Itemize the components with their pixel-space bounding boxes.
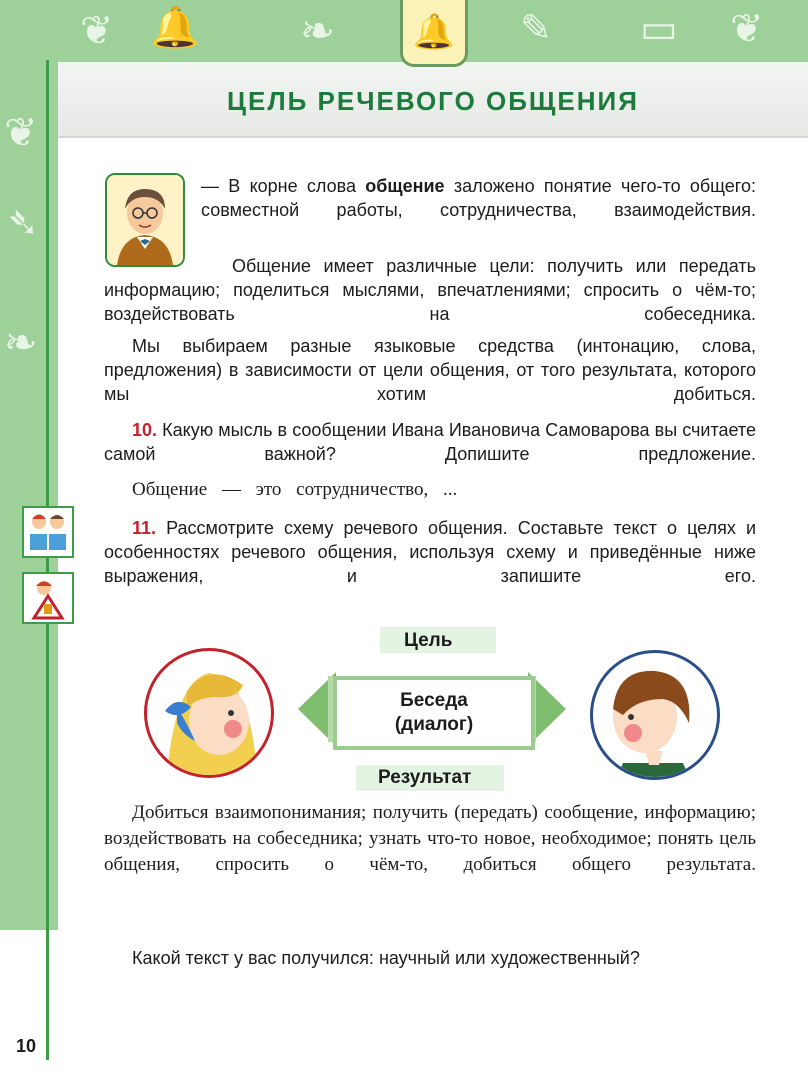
task-10-example: Общение — это сотрудничество, ...	[132, 479, 458, 500]
task-10	[104, 418, 756, 466]
teacher-portrait	[105, 173, 185, 267]
task-11-text: Рассмотрите схему речевого общения. Составьте текст о целях и особенностях речевого общения, используя схему и приведённые ниже выражения, и запишите его.	[104, 518, 756, 586]
page-corner	[0, 930, 58, 1080]
task-10-text: Какую мысль в сообщении Ивана Ивановича Самоварова вы считаете самой важной? Допишите предложение.	[104, 420, 756, 464]
pencil-icon: ✎	[520, 6, 552, 50]
diagram-result-label: Результат	[378, 767, 472, 788]
intro-paragraph	[201, 174, 756, 222]
leaf-icon: ❦	[730, 6, 764, 52]
leaf-icon: ❦	[80, 8, 114, 54]
task-10-number: 10.	[132, 420, 158, 440]
means-paragraph: Мы выбираем разные языковые средства (интонацию, слова, предложения) в зависимости от цели общения, от того результата, которого мы хотим добиться.	[104, 336, 756, 404]
leaf-icon: ❧	[300, 6, 336, 55]
task-11-number: 11.	[132, 518, 157, 538]
bell-icon: 🔔	[400, 0, 468, 67]
dialog-box	[333, 676, 535, 750]
page-title: ЦЕЛЬ РЕЧЕВОГО ОБЩЕНИЯ	[227, 86, 639, 116]
dialog-box-line1: Беседа	[400, 690, 468, 711]
diagram-goal-label: Цель	[404, 630, 453, 651]
final-question: Какой текст у вас получился: научный или художественный?	[132, 948, 640, 968]
girl-portrait	[144, 648, 274, 778]
writing-girl-icon	[22, 572, 74, 624]
page-number: 10	[16, 1036, 37, 1056]
book-icon: ▭	[640, 6, 678, 52]
dialog-box-line2: (диалог)	[394, 714, 474, 735]
bell-outline-icon: 🔔	[150, 5, 200, 51]
intro-prefix: — В корне слова	[201, 176, 366, 196]
leaf-icon: ❦	[4, 110, 38, 156]
reading-kids-icon	[22, 506, 74, 558]
phrases-paragraph: Добиться взаимопонимания; получить (передать) сообщение, информацию; воздействовать на собеседника; узнать что-то новое, необходимое; понять цель общения, спросить о чём-то, добиться общего результата.	[104, 802, 756, 875]
task-11	[104, 516, 756, 588]
leaf-icon: ❧	[4, 320, 38, 366]
goals-paragraph: Общение имеет различные цели: получить или передать информацию; поделиться мыслями, впечатлениями; спросить о чём-то; воздействовать на собеседника.	[104, 256, 756, 324]
intro-suffix: заложено понятие чего-то общего: совместной работы, сотрудничества, взаимодействия.	[201, 176, 756, 220]
boy-portrait	[590, 650, 720, 780]
teacher-illustration	[107, 175, 183, 265]
arrow-doodle-icon: ➴	[6, 200, 40, 246]
intro-keyword: общение	[365, 176, 445, 196]
